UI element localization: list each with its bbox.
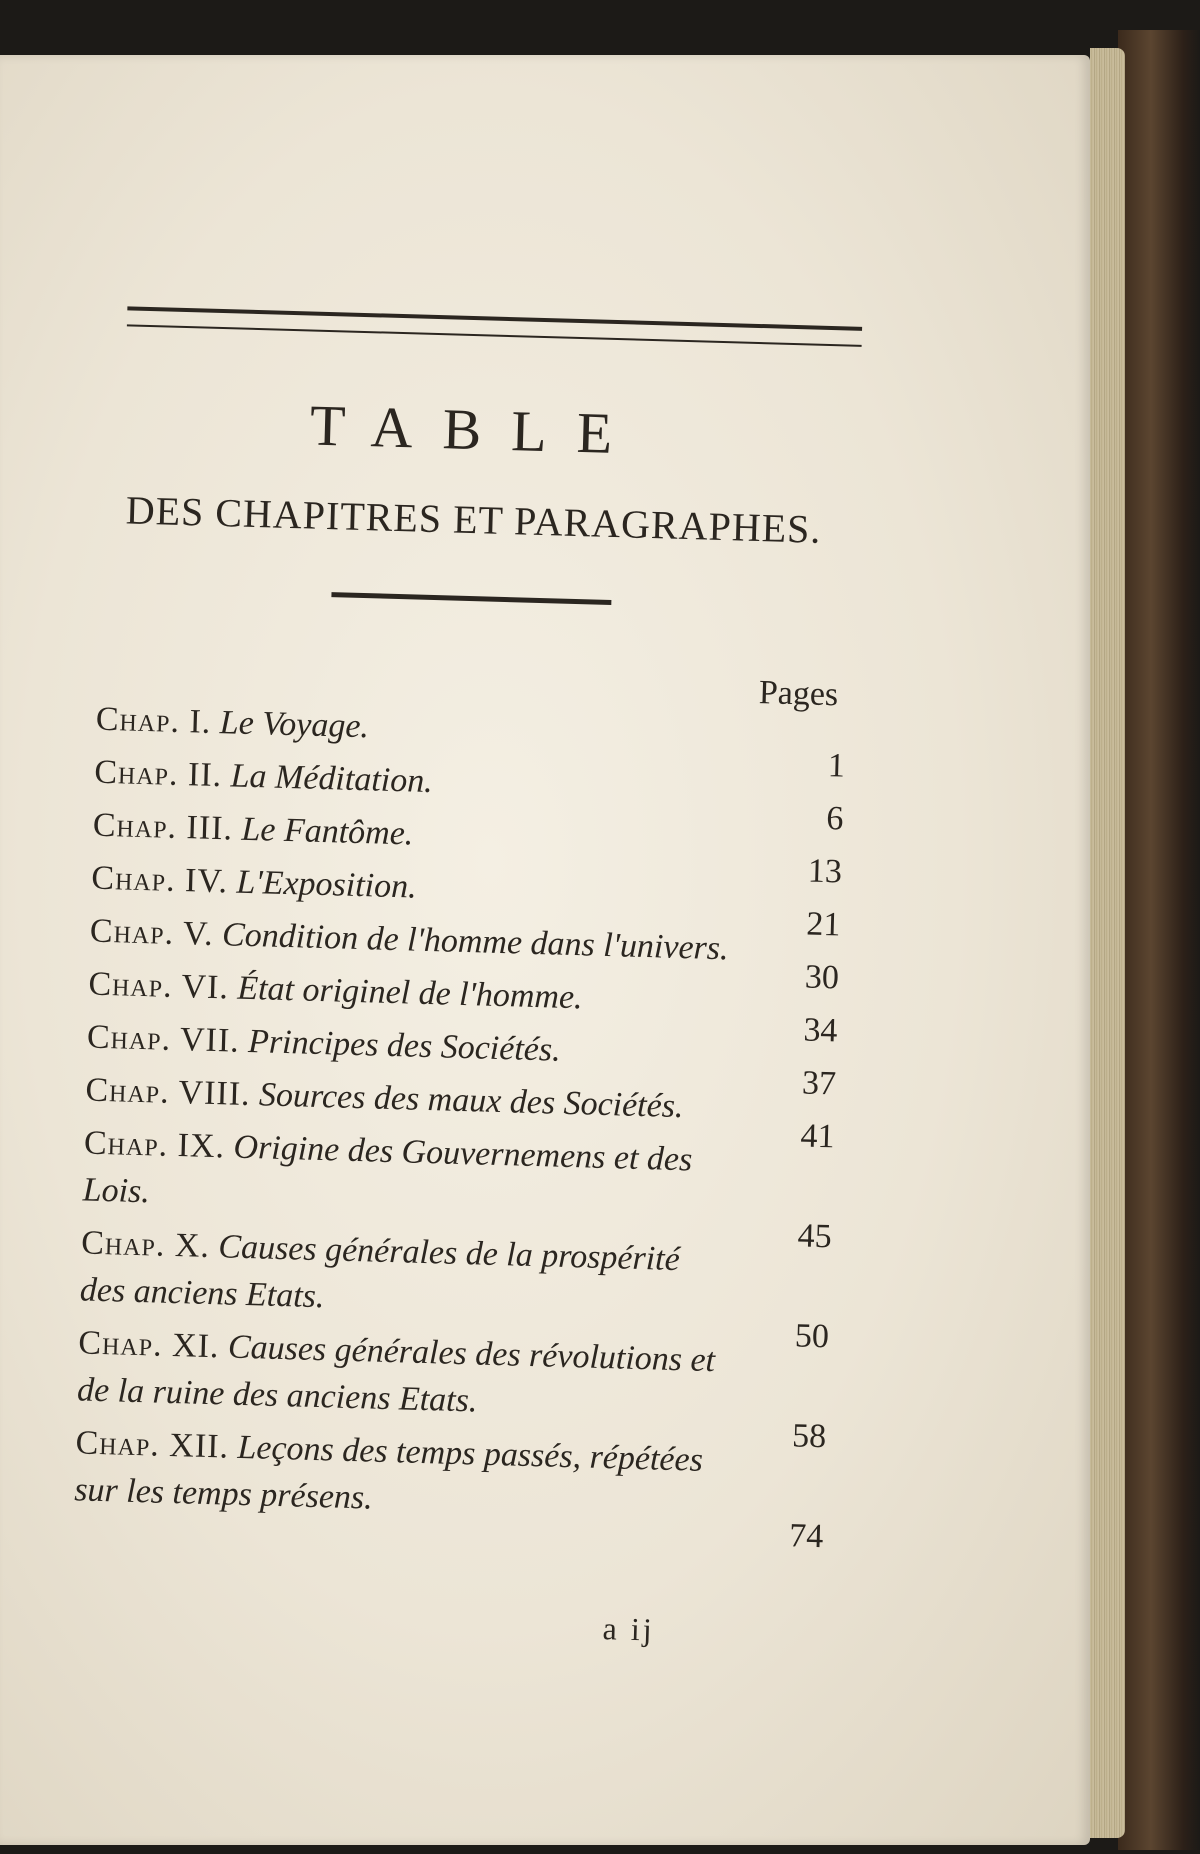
chapter-title: Principes des Sociétés. bbox=[247, 1022, 562, 1069]
chapter-label: Chap. VI. bbox=[87, 965, 230, 1007]
chapter-title: Causes générales des révolutions et de la ruine des anciens Etats. bbox=[76, 1328, 716, 1420]
chapter-label: Chap. XII. bbox=[75, 1424, 230, 1466]
chapter-label: Chap. I. bbox=[95, 700, 212, 741]
chapter-title: État originel de l'homme. bbox=[236, 969, 584, 1017]
page-number: 1 bbox=[827, 747, 846, 785]
chapter-title: Leçons des temps passés, répétées sur les temps présens. bbox=[73, 1428, 704, 1517]
chapter-label: Chap. VII. bbox=[86, 1018, 241, 1060]
chapter-title: Sources des maux des Sociétés. bbox=[258, 1076, 684, 1126]
page-number: 37 bbox=[801, 1064, 837, 1103]
chapter-title: Origine des Gouvernemens et des Lois. bbox=[82, 1128, 693, 1211]
chapter-label: Chap. IV. bbox=[90, 859, 229, 901]
chapter-title: Le Fantôme. bbox=[241, 810, 414, 853]
double-rule bbox=[127, 306, 862, 347]
page-edges bbox=[1090, 48, 1125, 1838]
page-title: TABLE bbox=[309, 392, 644, 467]
chapter-label: Chap. II. bbox=[93, 753, 223, 795]
page-number: 41 bbox=[800, 1117, 836, 1156]
book-cover bbox=[1118, 30, 1200, 1850]
chapter-label: Chap. VIII. bbox=[85, 1071, 252, 1114]
chapter-title: Causes générales de la prospérité des anciens Etats. bbox=[79, 1228, 681, 1316]
chapter-label: Chap. IX. bbox=[83, 1124, 226, 1166]
chapter-label: Chap. V. bbox=[89, 912, 215, 953]
page-subtitle: DES CHAPITRES ET PARAGRAPHES. bbox=[125, 487, 823, 552]
chapter-title: Condition de l'homme dans l'univers. bbox=[221, 916, 730, 968]
page bbox=[0, 55, 1090, 1845]
pages-column-label: Pages bbox=[758, 674, 839, 714]
chapter-label: Chap. XI. bbox=[77, 1324, 221, 1366]
page-number: 21 bbox=[805, 905, 841, 944]
signature-mark: a ij bbox=[602, 1610, 656, 1648]
chapter-label: Chap. X. bbox=[80, 1224, 211, 1265]
page-number: 50 bbox=[794, 1317, 830, 1356]
page-number: 74 bbox=[788, 1517, 824, 1556]
page-number: 30 bbox=[804, 958, 840, 997]
table-of-contents bbox=[73, 696, 846, 1556]
page-number: 6 bbox=[825, 800, 844, 838]
page-number: 45 bbox=[797, 1217, 833, 1256]
page-content bbox=[73, 285, 880, 1648]
chapter-label: Chap. III. bbox=[92, 806, 234, 848]
chapter-title: L'Exposition. bbox=[236, 863, 418, 906]
page-number: 13 bbox=[807, 852, 843, 891]
chapter-title: Le Voyage. bbox=[219, 704, 370, 746]
short-rule bbox=[331, 592, 611, 605]
page-number: 58 bbox=[791, 1417, 827, 1456]
page-number: 34 bbox=[802, 1011, 838, 1050]
chapter-title: La Méditation. bbox=[230, 757, 434, 801]
